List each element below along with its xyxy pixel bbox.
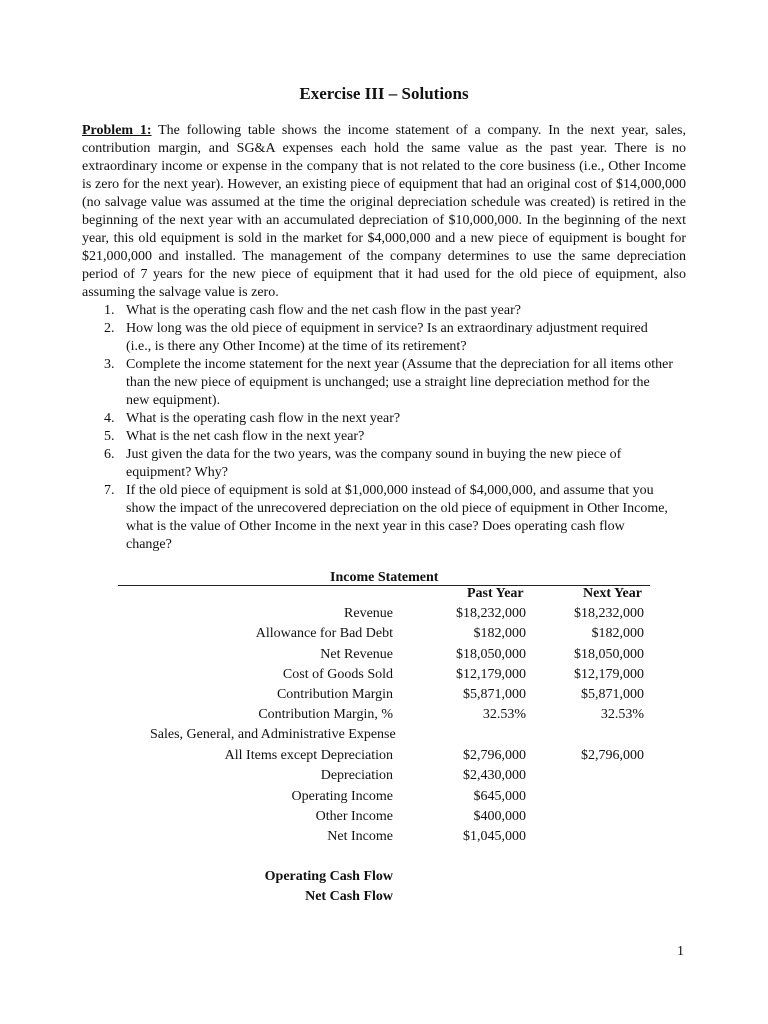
page-title: Exercise III – Solutions xyxy=(299,84,469,103)
next-year-value: $18,050,000 xyxy=(574,647,644,662)
question-item xyxy=(104,428,674,446)
table-row-allowance xyxy=(0,626,768,644)
next-year-value: $12,179,000 xyxy=(574,667,644,682)
next-year-value: $2,796,000 xyxy=(581,748,644,763)
table-row-cogs xyxy=(0,667,768,685)
past-year-value: $2,430,000 xyxy=(463,768,526,783)
past-year-value: $5,871,000 xyxy=(463,687,526,702)
question-text: Complete the income statement for the next year (Assume that the depreciation for all items other than the new piece of equipment is unchanged; use a straight line depreciation method for the new equipment). xyxy=(126,357,673,408)
question-item xyxy=(104,302,674,320)
row-label: Allowance for Bad Debt xyxy=(255,626,393,641)
row-label: Operating Income xyxy=(291,789,393,804)
past-year-value: $18,050,000 xyxy=(456,647,526,662)
past-year-value: $18,232,000 xyxy=(456,606,526,621)
table-row-net-income xyxy=(0,829,768,847)
past-year-value: $645,000 xyxy=(473,789,526,804)
question-item xyxy=(104,410,674,428)
question-text: How long was the old piece of equipment in service? Is an extraordinary adjustment required (i.e., is there any Other Income) at the time of its retirement? xyxy=(126,321,648,354)
past-year-value: $12,179,000 xyxy=(456,667,526,682)
question-list xyxy=(104,302,674,554)
table-row-revenue xyxy=(0,606,768,624)
question-text: What is the operating cash flow and the net cash flow in the past year? xyxy=(126,303,521,318)
question-text: Just given the data for the two years, was the company sound in buying the new piece of equipment? Why? xyxy=(126,447,622,480)
problem-label: Problem 1: xyxy=(82,123,152,138)
question-text: What is the operating cash flow in the next year? xyxy=(126,411,401,426)
row-label: All Items except Depreciation xyxy=(224,748,393,763)
table-row-sga xyxy=(0,727,768,745)
row-label: Sales, General, and Administrative Expense xyxy=(150,727,396,742)
table-row-net-cash-flow xyxy=(0,889,768,907)
question-item xyxy=(104,446,674,482)
next-year-value: $18,232,000 xyxy=(574,606,644,621)
row-label: Net Revenue xyxy=(320,647,393,662)
question-number: 2. xyxy=(104,321,115,336)
problem-text: The following table shows the income statement of a company. In the next year, sales, contribution margin, and SG&A expenses each hold the same value as the past year. There is no extraordinary income or expense in the company that is not related to the core business (i.e., Other Income is zero for the next year). However, an existing piece of equipment that had an original cost of $14,000,000 (no salvage value was assumed at the time the original depreciation schedule was created) is retired in the beginning of the next year with an accumulated depreciation of $10,000,000. In the beginning of the next year, this old equipment is sold in the market for $4,000,000 and a new piece of equipment is bought for $21,000,000 and installed. The management of the company determines to use the same depreciation period of 7 years for the new piece of equipment that it had used for the old piece of equipment, also assuming the salvage value is zero. xyxy=(82,123,686,300)
row-label: Contribution Margin, % xyxy=(258,707,393,722)
table-row-net-revenue xyxy=(0,647,768,665)
row-label: Contribution Margin xyxy=(276,687,393,702)
column-header-next-year: Next Year xyxy=(583,586,642,601)
question-item xyxy=(104,320,674,356)
question-number: 5. xyxy=(104,429,115,444)
past-year-value: $2,796,000 xyxy=(463,748,526,763)
row-label: Net Income xyxy=(327,829,393,844)
table-row-depreciation xyxy=(0,768,768,786)
table-row-contribution-margin xyxy=(0,687,768,705)
next-year-value: $5,871,000 xyxy=(581,687,644,702)
row-label: Operating Cash Flow xyxy=(264,869,393,884)
question-item xyxy=(104,356,674,410)
column-header-past-year: Past Year xyxy=(467,586,524,601)
page-number: 1 xyxy=(677,944,684,959)
question-text: If the old piece of equipment is sold at $1,000,000 instead of $4,000,000, and assume that you show the impact of the unrecovered depreciation on the old piece of equipment in Other Income, what is the value of Other Income in the next year in this case? Does operating cash flow change? xyxy=(126,483,668,552)
problem-statement xyxy=(82,122,686,302)
past-year-value: 32.53% xyxy=(482,707,526,722)
table-row-operating-cash-flow xyxy=(0,869,768,887)
question-number: 7. xyxy=(104,483,115,498)
next-year-value: 32.53% xyxy=(600,707,644,722)
question-text: What is the net cash flow in the next year? xyxy=(126,429,365,444)
table-row-contribution-margin-pct xyxy=(0,707,768,725)
table-row-operating-income xyxy=(0,789,768,807)
past-year-value: $1,045,000 xyxy=(463,829,526,844)
past-year-value: $400,000 xyxy=(473,809,526,824)
question-number: 6. xyxy=(104,447,115,462)
question-number: 4. xyxy=(104,411,115,426)
table-row-all-items xyxy=(0,748,768,766)
row-label: Revenue xyxy=(344,606,393,621)
row-label: Depreciation xyxy=(320,768,393,783)
row-label: Cost of Goods Sold xyxy=(282,667,393,682)
table-top-rule xyxy=(118,585,650,586)
row-label: Other Income xyxy=(315,809,393,824)
past-year-value: $182,000 xyxy=(473,626,526,641)
question-number: 3. xyxy=(104,357,115,372)
question-item xyxy=(104,482,674,554)
next-year-value: $182,000 xyxy=(591,626,644,641)
table-row-other-income xyxy=(0,809,768,827)
income-statement-title: Income Statement xyxy=(330,570,439,585)
question-number: 1. xyxy=(104,303,115,318)
row-label: Net Cash Flow xyxy=(305,889,393,904)
